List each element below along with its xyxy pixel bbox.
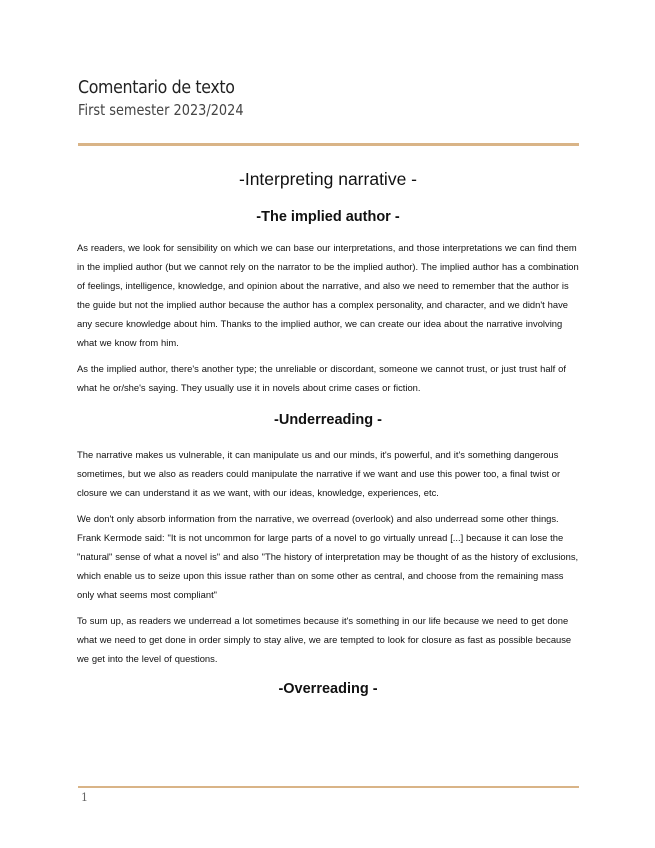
paragraph: The narrative makes us vulnerable, it can manipulate us and our minds, it's powerful, and it's something dangerous sometimes, but we also as readers could manipulate the narrative if we want and use this power too, a final twist or closure we can understand it as we want, with our ideas, knowledge, experiences, etc. <box>77 449 561 498</box>
document-body <box>77 165 579 700</box>
footer-divider <box>78 786 579 788</box>
header-title: Comentario de texto <box>78 77 235 98</box>
document-title: -Interpreting narrative - <box>239 169 417 189</box>
paragraph: As the implied author, there's another type; the unreliable or discordant, someone we cannot trust, or just trust half of what he or/she's saying. They usually use it in novels about crime cases or fiction. <box>77 363 567 393</box>
paragraph: As readers, we look for sensibility on which we can base our interpretations, and those interpretations we can find them in the implied author (but we cannot rely on the narrator to be the implied author). The implied author has a combination of feelings, intelligence, knowledge, and opinion about the narrative, and also we need to remember that the author is the guide but not the implied author because the author has a complex personality, and character, and we didn't have any secure knowledge about him. Thanks to the implied author, we can create our idea about the narrative involving what we know from him. <box>77 242 579 348</box>
paragraph: We don't only absorb information from the narrative, we overread (overlook) and also underread some other things. Frank Kermode said: "It is not uncommon for large parts of a novel to go virtually unread [...] because it can lose the "natural" sense of what a novel is" and also "The history of interpretation may be thought of as the history of exclusions, which enable us to seize upon this issue rather than on some other as central, and choose from the remaining mass only what seems most compliant" <box>77 513 579 600</box>
header-subtitle: First semester 2023/2024 <box>78 101 244 119</box>
section-heading-underreading: -Underreading - <box>274 412 382 428</box>
paragraph: To sum up, as readers we underread a lot sometimes because it's something in our life because we need to get done what we need to get done in order simply to stay alive, we are tempted to look for closure as fast as possible because we get into the level of questions. <box>77 615 572 664</box>
header-divider <box>78 143 579 146</box>
section-heading-overreading: -Overreading - <box>278 681 378 697</box>
section-heading-implied-author: -The implied author - <box>256 209 400 225</box>
page-number: 1 <box>81 791 88 804</box>
page-header <box>78 76 578 120</box>
